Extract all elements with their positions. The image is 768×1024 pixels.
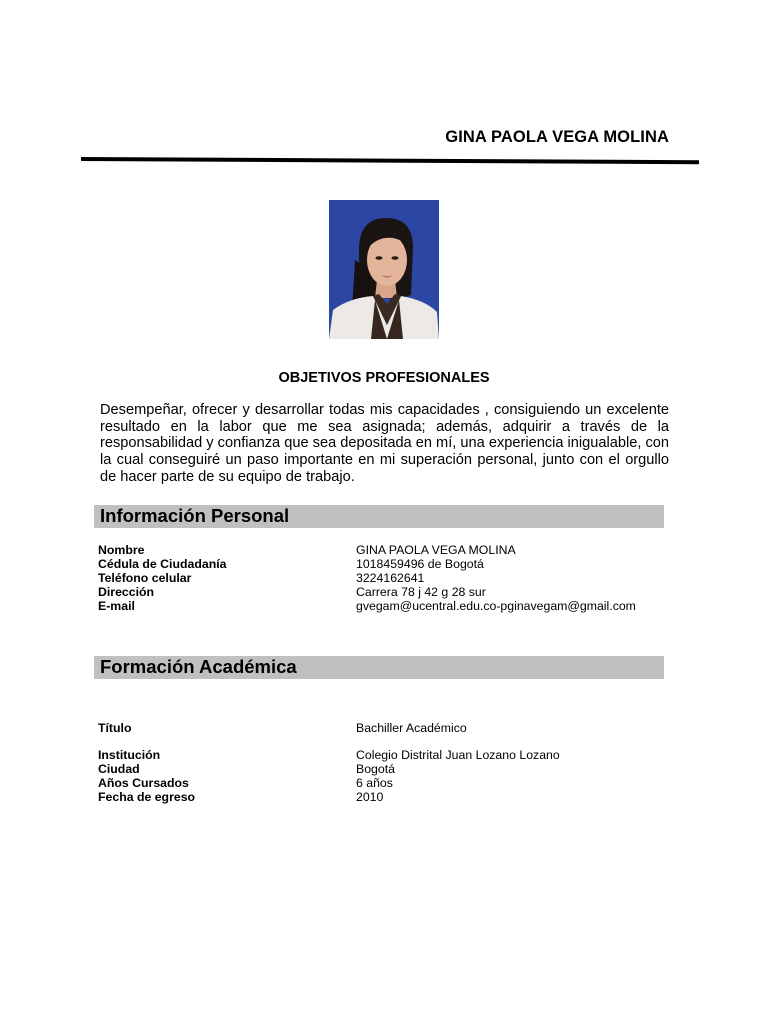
info-value: 6 años xyxy=(356,776,393,790)
info-value: Bogotá xyxy=(356,762,395,776)
info-label: Cédula de Ciudadanía xyxy=(98,557,227,571)
info-value: Carrera 78 j 42 g 28 sur xyxy=(356,585,486,599)
info-label: Ciudad xyxy=(98,762,140,776)
objectives-paragraph: Desempeñar, ofrecer y desarrollar todas mis capacidades , consiguiendo un excelente resultado en la labor que me sea asignada; además, adquirir a través de la responsabilidad y confianza que sea depositada en mí, una experiencia inigualable, con la cual conseguiré un paso importante en mi superación personal, junto con el orgullo de hacer parte de su equipo de trabajo. xyxy=(100,402,669,485)
info-label: Dirección xyxy=(98,585,155,599)
info-value: Bachiller Académico xyxy=(356,721,467,735)
header-rule xyxy=(81,157,699,164)
info-value: GINA PAOLA VEGA MOLINA xyxy=(356,543,516,557)
info-value: gvegam@ucentral.edu.co-pginavegam@gmail.com xyxy=(356,599,636,613)
info-label: Título xyxy=(98,721,132,735)
info-label: Institución xyxy=(98,748,161,762)
info-label: Fecha de egreso xyxy=(98,790,196,804)
academic-section-header xyxy=(94,656,664,679)
info-value: 2010 xyxy=(356,790,384,804)
info-label: Teléfono celular xyxy=(98,571,192,585)
objectives-title: OBJETIVOS PROFESIONALES xyxy=(278,370,490,386)
personal-info-title: Información Personal xyxy=(100,505,290,526)
academic-title: Formación Académica xyxy=(100,656,297,677)
info-value: 1018459496 de Bogotá xyxy=(356,557,484,571)
info-label: E-mail xyxy=(98,599,135,613)
info-label: Nombre xyxy=(98,543,145,557)
info-value: 3224162641 xyxy=(356,571,425,585)
info-value: Colegio Distrital Juan Lozano Lozano xyxy=(356,748,560,762)
personal-info-section-header xyxy=(94,505,664,528)
info-label: Años Cursados xyxy=(98,776,189,790)
candidate-name-header: GINA PAOLA VEGA MOLINA xyxy=(445,128,669,146)
profile-photo xyxy=(329,200,439,339)
